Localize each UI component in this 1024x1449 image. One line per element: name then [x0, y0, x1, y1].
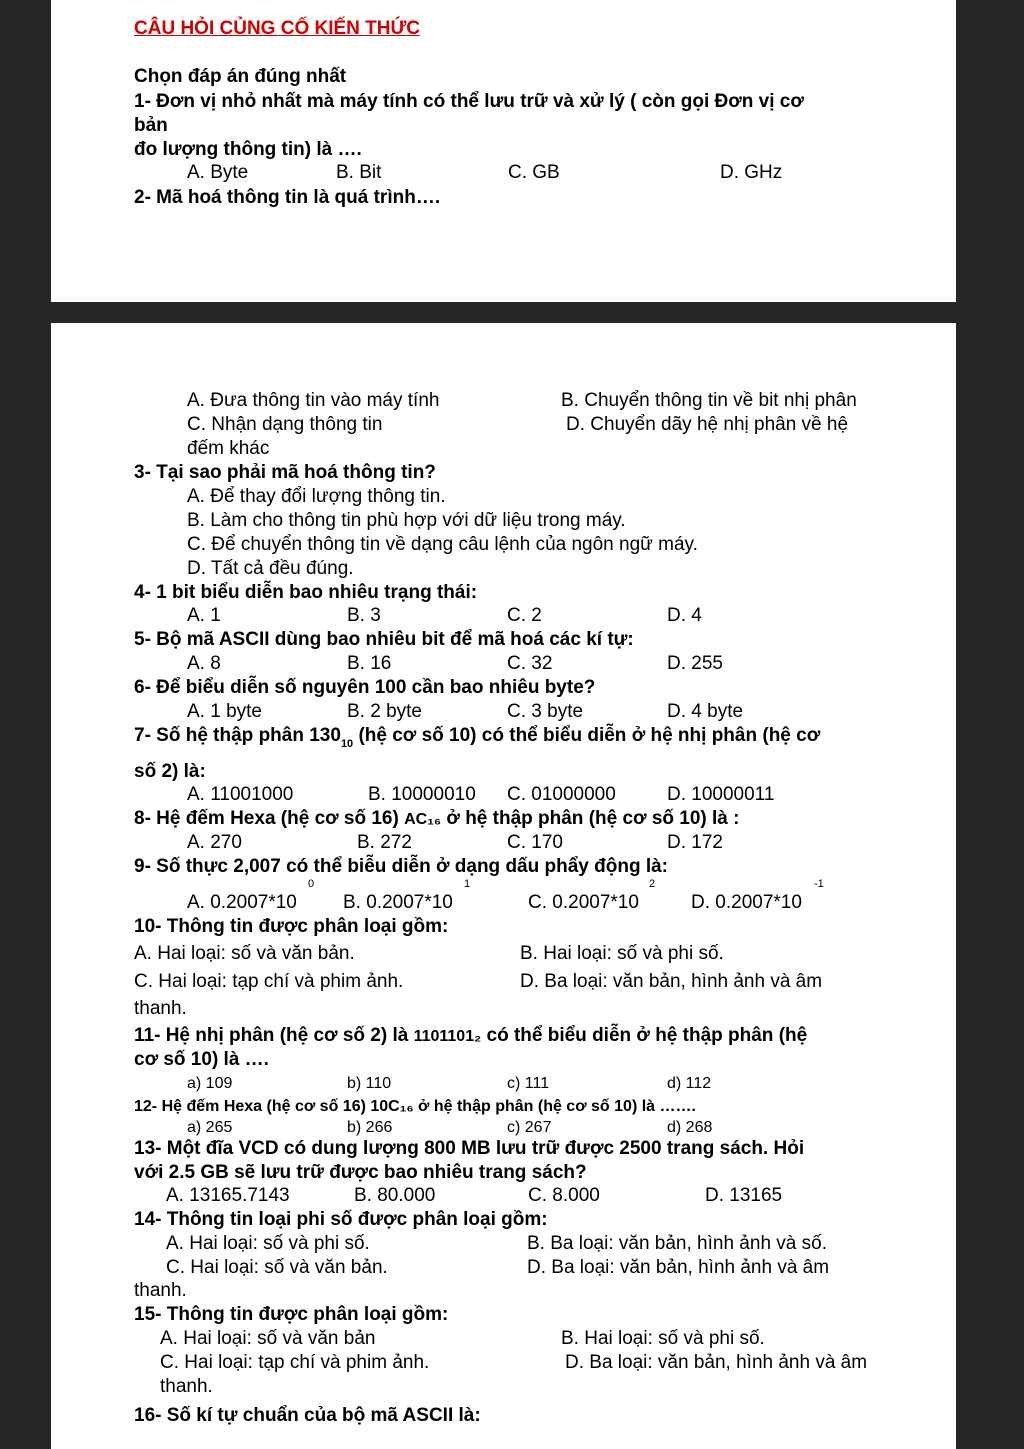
question-7-text — [134, 725, 820, 755]
question-14-text: 14- Thông tin loại phi số được phân loại gồm: — [134, 1209, 548, 1230]
question-16-text: 16- Số kí tự chuẩn của bộ mã ASCII là: — [134, 1405, 481, 1426]
q1-option-b: B. Bit — [336, 162, 382, 183]
page-heading: CÂU HỎI CỦNG CỐ KIẾN THỨC — [134, 18, 420, 39]
q11-option-c: c) 111 — [507, 1075, 550, 1092]
question-5-text — [134, 629, 634, 651]
q8-option-b: B. 272 — [357, 832, 412, 853]
q15-option-d-cont: thanh. — [160, 1376, 213, 1397]
q6-option-d: D. 4 byte — [667, 701, 744, 722]
q7-post: (hệ cơ số 10) có thể biểu diễn ở hệ nhị phân (hệ cơ — [353, 725, 821, 746]
q5-post: dùng bao nhiêu bit để mã hoá các kí tự: — [269, 629, 634, 650]
q13-option-d: D. 13165 — [705, 1185, 783, 1206]
q14-option-d-cont: thanh. — [134, 1280, 187, 1301]
q14-option-b: B. Ba loại: văn bản, hình ảnh và số. — [527, 1233, 827, 1254]
q2-option-c: C. Nhận dạng thông tin — [187, 414, 383, 435]
q11-option-b: b) 110 — [347, 1075, 392, 1092]
q10-option-d-cont: thanh. — [134, 998, 187, 1019]
q8-pre: 8- Hệ đếm Hexa (hệ cơ số 16) — [134, 808, 405, 829]
q3-option-c: C. Để chuyển thông tin về dạng câu lệnh của ngôn ngữ máy. — [187, 534, 698, 555]
q4-option-b: B. 3 — [347, 605, 381, 626]
q7-option-d: D. 10000011 — [667, 784, 775, 805]
q1-option-c: C. GB — [508, 162, 560, 183]
question-15-text: 15- Thông tin được phân loại gồm: — [134, 1304, 449, 1325]
q5-option-a: A. 8 — [187, 653, 221, 674]
q8-post: ở hệ thập phân (hệ cơ số 10) là : — [441, 808, 740, 829]
q13-option-c: C. 8.000 — [528, 1185, 600, 1206]
q5-option-c: C. 32 — [507, 653, 553, 674]
q10-option-b: B. Hai loại: số và phi số. — [520, 943, 724, 964]
question-13-text-2: với 2.5 GB sẽ lưu trữ được bao nhiêu trang sách? — [134, 1162, 587, 1183]
q3-option-b: B. Làm cho thông tin phù hợp với dữ liệu trong máy. — [187, 510, 626, 531]
q9-option-a: A. 0.2007*10 — [187, 892, 297, 913]
question-11-text-2: cơ số 10) là …. — [134, 1049, 269, 1070]
q13-option-a: A. 13165.7143 — [166, 1185, 290, 1206]
question-13-text: 13- Một đĩa VCD có dung lượng 800 MB lưu trữ được 2500 trang sách. Hỏi — [134, 1138, 805, 1159]
q9-option-a-exponent: 0 — [308, 878, 315, 890]
q3-option-d: D. Tất cả đều đúng. — [187, 558, 354, 579]
q5-option-d: D. 255 — [667, 653, 723, 674]
q11-pre: 11- Hệ nhị phân (hệ cơ số 2) là — [134, 1025, 414, 1046]
q15-option-a: A. Hai loại: số và văn bản — [160, 1328, 376, 1349]
q8-option-d: D. 172 — [667, 832, 723, 853]
q5-ascii: ASCII — [218, 629, 270, 650]
q5-pre: 5- Bộ mã — [134, 629, 219, 650]
q15-option-b: B. Hai loại: số và phi số. — [561, 1328, 765, 1349]
q12-option-b: b) 266 — [347, 1119, 393, 1136]
q3-option-a: A. Để thay đổi lượng thông tin. — [187, 486, 446, 507]
q8-code: AC₁₆ — [404, 811, 442, 828]
q11-option-d: d) 112 — [667, 1075, 712, 1092]
q9-option-c-exponent: 2 — [649, 878, 656, 890]
question-11-text — [134, 1025, 807, 1048]
q9-option-c: C. 0.2007*10 — [528, 892, 639, 913]
q2-option-d-cont: đếm khác — [187, 438, 270, 459]
q12-post: ở hệ thập phân (hệ cơ số 10) là ……. — [413, 1098, 696, 1115]
q9-option-d-exponent: -1 — [814, 878, 824, 890]
q4-option-d: D. 4 — [667, 605, 702, 626]
q12-pre: 12- Hệ đếm Hexa (hệ cơ số 16) — [134, 1098, 371, 1115]
question-8-text — [134, 808, 739, 831]
q2-option-d: D. Chuyển dãy hệ nhị phân về hệ — [566, 414, 849, 435]
q11-code: 1101101₂ — [413, 1028, 482, 1045]
document-page-2 — [51, 323, 956, 1449]
question-1-text-2: bản — [134, 115, 168, 136]
q15-option-d: D. Ba loại: văn bản, hình ảnh và âm — [565, 1352, 868, 1373]
q5-option-b: B. 16 — [347, 653, 392, 674]
q12-code: 10C₁₆ — [370, 1098, 414, 1115]
q7-subscript: 10 — [340, 738, 354, 750]
q1-option-d: D. GHz — [720, 162, 783, 183]
q4-option-c: C. 2 — [507, 605, 542, 626]
q7-option-a: A. 11001000 — [187, 784, 294, 805]
q9-option-b: B. 0.2007*10 — [343, 892, 453, 913]
q9-option-b-exponent: 1 — [464, 878, 471, 890]
question-6-text: 6- Để biểu diễn số nguyên 100 cần bao nhiêu byte? — [134, 677, 596, 698]
question-9-text: 9- Số thực 2,007 có thể biễu diễn ở dạng dấu phẩy động là: — [134, 856, 669, 877]
question-1-text: 1- Đơn vị nhỏ nhất mà máy tính có thể lưu trữ và xử lý ( còn gọi Đơn vị cơ — [134, 91, 804, 112]
q14-option-d: D. Ba loại: văn bản, hình ảnh và âm — [527, 1257, 830, 1278]
question-7-text-2: số 2) là: — [134, 761, 206, 782]
q11-post: có thể biểu diễn ở hệ thập phân (hệ — [481, 1025, 808, 1046]
question-12-text — [134, 1095, 696, 1118]
q8-option-c: C. 170 — [507, 832, 563, 853]
q6-option-a: A. 1 byte — [187, 701, 262, 722]
q4-option-a: A. 1 — [187, 605, 221, 626]
q9-option-d: D. 0.2007*10 — [691, 892, 802, 913]
q14-option-c: C. Hai loại: số và văn bản. — [166, 1257, 388, 1278]
question-1-text-3: đo lượng thông tin) là …. — [134, 139, 362, 160]
q12-option-c: c) 267 — [507, 1119, 552, 1136]
question-10-text: 10- Thông tin được phân loại gồm: — [134, 916, 449, 937]
q6-option-c: C. 3 byte — [507, 701, 584, 722]
q13-option-b: B. 80.000 — [354, 1185, 436, 1206]
question-4-text: 4- 1 bit biểu diễn bao nhiêu trạng thái: — [134, 582, 478, 603]
q11-option-a: a) 109 — [187, 1075, 233, 1092]
question-2-text: 2- Mã hoá thông tin là quá trình…. — [134, 187, 441, 208]
q14-option-a: A. Hai loại: số và phi số. — [166, 1233, 370, 1254]
q7-option-c: C. 01000000 — [507, 784, 616, 805]
q10-option-d: D. Ba loại: văn bản, hình ảnh và âm — [520, 971, 823, 992]
question-3-text: 3- Tại sao phải mã hoá thông tin? — [134, 462, 436, 483]
document-page-1 — [51, 0, 956, 302]
q10-option-c: C. Hai loại: tạp chí và phim ảnh. — [134, 971, 404, 992]
q2-option-b: B. Chuyển thông tin về bit nhị phân — [561, 390, 857, 411]
q10-option-a: A. Hai loại: số và văn bản. — [134, 943, 355, 964]
q7-pre: 7- Số hệ thập phân 130 — [134, 725, 341, 746]
q1-option-a: A. Byte — [187, 162, 249, 183]
q6-option-b: B. 2 byte — [347, 701, 422, 722]
q7-option-b: B. 10000010 — [368, 784, 476, 805]
instruction: Chọn đáp án đúng nhất — [134, 66, 347, 87]
q8-option-a: A. 270 — [187, 832, 242, 853]
q2-option-a: A. Đưa thông tin vào máy tính — [187, 390, 440, 411]
q12-option-a: a) 265 — [187, 1119, 233, 1136]
q12-option-d: d) 268 — [667, 1119, 713, 1136]
q15-option-c: C. Hai loại: tạp chí và phim ảnh. — [160, 1352, 430, 1373]
